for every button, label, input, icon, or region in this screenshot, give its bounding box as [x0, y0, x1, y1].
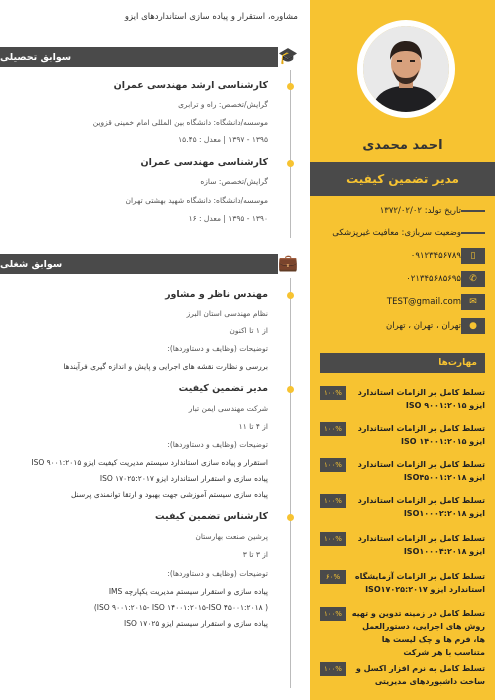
work-entry-title: کارشناس تضمین کیفیت — [155, 511, 268, 522]
work-entry-title: مدیر تضمین کیفیت — [178, 383, 268, 394]
skill-text: تسلط کامل در زمینه تدوین و تهیه روش های اجرایی، دستورالعمل ها، فرم ها و چک لیست ها متناسب با هر شرکت — [351, 609, 485, 657]
person-photo-icon — [363, 26, 449, 112]
timeline-dot — [287, 514, 294, 521]
tagline: مشاوره، استقرار و پیاده سازی استانداردهای ایزو — [124, 12, 298, 22]
skill-text: تسلط کامل به نرم افزار اکسل و ساخت داشبوردهای مدیریتی — [355, 664, 485, 686]
contact-email-row — [310, 294, 495, 310]
skill-text: تسلط کامل بر الزامات استاندارد ایزو ISO ۹۰۰۱:۲۰۱۵ — [357, 388, 485, 410]
mobile-number: ۰۹۱۲۳۴۵۶۷۸۹ — [410, 251, 461, 261]
sidebar — [310, 0, 495, 700]
address: تهران ، تهران ، تهران — [385, 321, 461, 331]
birth-date: تاریخ تولد: ۱۳۷۲/۰۲/۰۲ — [379, 206, 461, 216]
skill-percent-badge: ۱۰۰% — [320, 458, 346, 472]
work-description-label: توضیحات (وظایف و دستاوردها): — [167, 344, 268, 353]
contact-phone-row — [310, 271, 495, 287]
work-description: پیاده سازی و استقرار سیستم مدیریت یکپارچه IMS — [108, 587, 268, 596]
work-description-label: توضیحات (وظایف و دستاوردها): — [167, 569, 268, 578]
skill-text: تسلط کامل بر الزامات استاندارد ایزو ISO۱۰۰۰۴:۲۰۱۸ — [357, 534, 485, 556]
job-title-banner — [310, 162, 495, 196]
skill-text: تسلط کامل بر الزامات استاندارد ایزو ISO۱۰۰۰۲:۲۰۱۸ — [357, 496, 485, 518]
avatar — [363, 26, 449, 112]
work-description: ( ISO ۹۰۰۱:۲۰۱۵- ISO ۱۴۰۰۱:۲۰۱۵-ISO ۴۵۰۰۱:۲۰۱۸) — [93, 603, 268, 612]
work-timeline — [290, 278, 291, 688]
education-field: گرایش/تخصص: راه و ترابری — [178, 100, 268, 109]
skill-item — [320, 662, 485, 688]
timeline-dot — [287, 160, 294, 167]
skill-item — [320, 607, 485, 659]
work-entry-title: مهندس ناظر و مشاور — [165, 289, 268, 300]
skills-heading-label: مهارت‌ها — [438, 358, 477, 368]
work-period: از ۴ تا ۱۱ — [238, 422, 268, 431]
work-description: پیاده سازی و استقرار استاندارد ایزو ISO ۱۷۰۲۵:۲۰۱۷ — [99, 474, 268, 483]
skill-percent-badge: ۱۰۰% — [320, 532, 346, 546]
education-heading: سوابق تحصیلی — [0, 51, 72, 63]
timeline-dot — [287, 292, 294, 299]
work-section-bar — [0, 254, 278, 274]
education-section-bar — [0, 47, 278, 67]
skill-percent-badge: ۱۰۰% — [320, 422, 346, 436]
work-description: بررسی و نظارت نقشه های اجرایی و پایش و اندازه گیری فرآیندها — [63, 362, 268, 371]
job-title: مدیر تضمین کیفیت — [346, 172, 459, 186]
work-company: پرشین صنعت بهارستان — [195, 532, 268, 541]
education-field: گرایش/تخصص: سازه — [200, 177, 268, 186]
divider — [461, 210, 485, 212]
work-period: از ۳ تا ۳ — [242, 550, 268, 559]
skills-heading — [320, 353, 485, 373]
skill-item — [320, 422, 485, 448]
envelope-icon: ✉ — [461, 294, 485, 310]
skill-text: تسلط کامل بر الزامات استاندارد ایزو ISO۴۵۰۰۱:۲۰۱۸ — [357, 460, 485, 482]
education-years: ۱۳۹۵ - ۱۳۹۷ | معدل : ۱۵.۴۵ — [178, 135, 268, 144]
location-pin-icon: ● — [461, 318, 485, 334]
briefcase-icon: 💼 — [278, 252, 298, 272]
skill-item — [320, 458, 485, 484]
contact-address-row — [310, 318, 495, 334]
education-entry-title: کارشناسی مهندسی عمران — [140, 157, 268, 168]
work-description: پیاده سازی و استقرار سیستم ایزو ISO ۱۷۰۲۵ — [124, 619, 268, 628]
skill-item — [320, 532, 485, 558]
skill-percent-badge: ۱۰۰% — [320, 662, 346, 676]
skill-percent-badge: ۱۰۰% — [320, 386, 346, 400]
timeline-dot — [287, 83, 294, 90]
phone-number: ۰۲۱۳۴۵۶۸۵۶۹۵ — [406, 274, 461, 284]
skill-item — [320, 494, 485, 520]
education-timeline — [290, 70, 291, 238]
skill-item — [320, 570, 485, 596]
skill-percent-badge: ۱۰۰% — [320, 607, 346, 621]
work-company: نظام مهندسی استان البرز — [186, 309, 268, 318]
work-description: پیاده سازی سیستم آموزشی جهت بهبود و ارتقا توانمندی پرسنل — [70, 490, 268, 499]
skill-percent-badge: ۱۰۰% — [320, 494, 346, 508]
profile-name: احمد محمدی — [362, 138, 443, 153]
work-period: از ۱ تا اکنون — [229, 326, 268, 335]
work-description: استقرار و پیاده سازی استاندارد سیستم مدیریت کیفیت ایزو ISO ۹۰۰۱:۲۰۱۵ — [31, 458, 268, 467]
email-address[interactable]: TEST@gmail.com — [386, 297, 461, 307]
skill-item — [320, 386, 485, 412]
education-institution: موسسه/دانشگاه: دانشگاه شهید بهشتی تهران — [125, 196, 268, 205]
education-years: ۱۳۹۰ - ۱۳۹۵ | معدل : ۱۶ — [188, 214, 268, 223]
education-entry-title: کارشناسی ارشد مهندسی عمران — [113, 80, 268, 91]
profile-photo-frame — [357, 20, 455, 118]
phone-icon: ✆ — [461, 271, 485, 287]
mobile-icon: ▯ — [461, 248, 485, 264]
skill-percent-badge: ۶۰% — [320, 570, 346, 584]
military-status: وضعیت سربازی: معافیت غیرپزشکی — [332, 228, 461, 238]
timeline-dot — [287, 386, 294, 393]
contact-birth-row — [310, 206, 495, 216]
divider — [461, 232, 485, 234]
work-company: شرکت مهندسی ایمن تبار — [188, 404, 268, 413]
skill-text: تسلط کامل بر الزامات آزمایشگاه استاندارد ایزو ISO۱۷۰۲۵:۲۰۱۷ — [354, 572, 485, 594]
graduation-cap-icon: 🎓 — [278, 45, 298, 65]
skill-text: تسلط کامل بر الزامات استاندارد ایزو ISO ۱۴۰۰۱:۲۰۱۵ — [357, 424, 485, 446]
contact-mobile-row — [310, 248, 495, 264]
contact-military-row — [310, 228, 495, 238]
work-heading: سوابق شغلی — [0, 258, 63, 270]
work-description-label: توضیحات (وظایف و دستاوردها): — [167, 440, 268, 449]
education-institution: موسسه/دانشگاه: دانشگاه بین المللی امام خمینی قزوین — [92, 118, 268, 127]
